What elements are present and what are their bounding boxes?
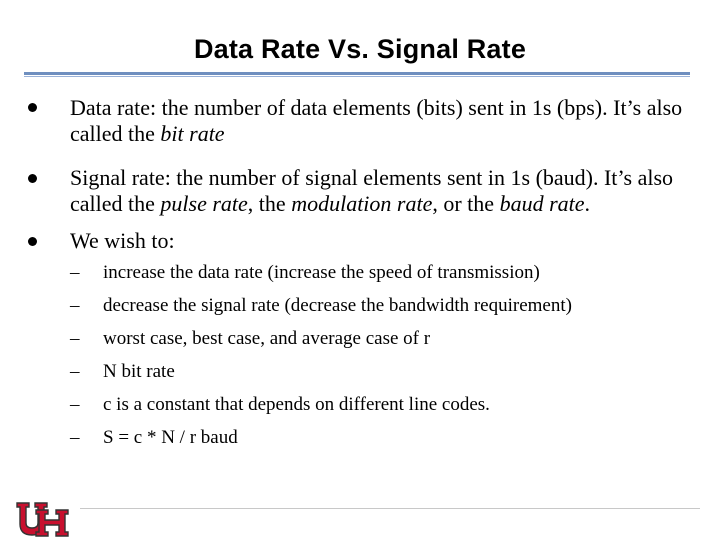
sub-bullet-dash: – (70, 295, 80, 316)
sub-bullet-text: increase the data rate (increase the speed of transmission) (103, 262, 540, 283)
bullet-part: Data rate: the number of data elements (bits) sent in 1s (bps). It’s also called the (70, 95, 683, 146)
bullet-text-data-rate (70, 95, 700, 147)
bullet-part-italic: bit rate (160, 121, 225, 146)
sub-bullet-text: S = c * N / r baud (103, 427, 238, 448)
bullet-dot (28, 237, 37, 246)
sub-bullet-dash: – (70, 361, 80, 382)
bullet-text-we-wish (70, 228, 700, 254)
sub-bullet-dash: – (70, 262, 80, 283)
bullet-part-italic: pulse rate (160, 191, 248, 216)
bullet-part: Signal rate: the number of signal elements sent in 1s (baud). It’s also called the (70, 165, 674, 216)
sub-bullet-text: N bit rate (103, 361, 175, 382)
bullet-part-italic: baud rate (499, 191, 585, 216)
title-underline (24, 72, 690, 75)
bullet-dot (28, 103, 37, 112)
uh-logo-icon (14, 500, 72, 540)
footer-divider (80, 508, 700, 509)
sub-bullet-dash: – (70, 427, 80, 448)
bullet-part-italic: modulation rate (291, 191, 433, 216)
sub-bullet-text: decrease the signal rate (decrease the bandwidth requirement) (103, 295, 572, 316)
bullet-part: We wish to: (70, 228, 175, 253)
bullet-part: , the (247, 191, 292, 216)
bullet-part: , or the (432, 191, 500, 216)
sub-bullet-dash: – (70, 394, 80, 415)
title-underline-thin (24, 76, 690, 77)
sub-bullet-dash: – (70, 328, 80, 349)
slide-title: Data Rate Vs. Signal Rate (193, 34, 527, 64)
bullet-part: . (584, 191, 591, 216)
bullet-text-signal-rate (70, 165, 700, 217)
bullet-dot (28, 174, 37, 183)
sub-bullet-text: worst case, best case, and average case of r (103, 328, 431, 349)
sub-bullet-text: c is a constant that depends on different line codes. (103, 394, 490, 415)
